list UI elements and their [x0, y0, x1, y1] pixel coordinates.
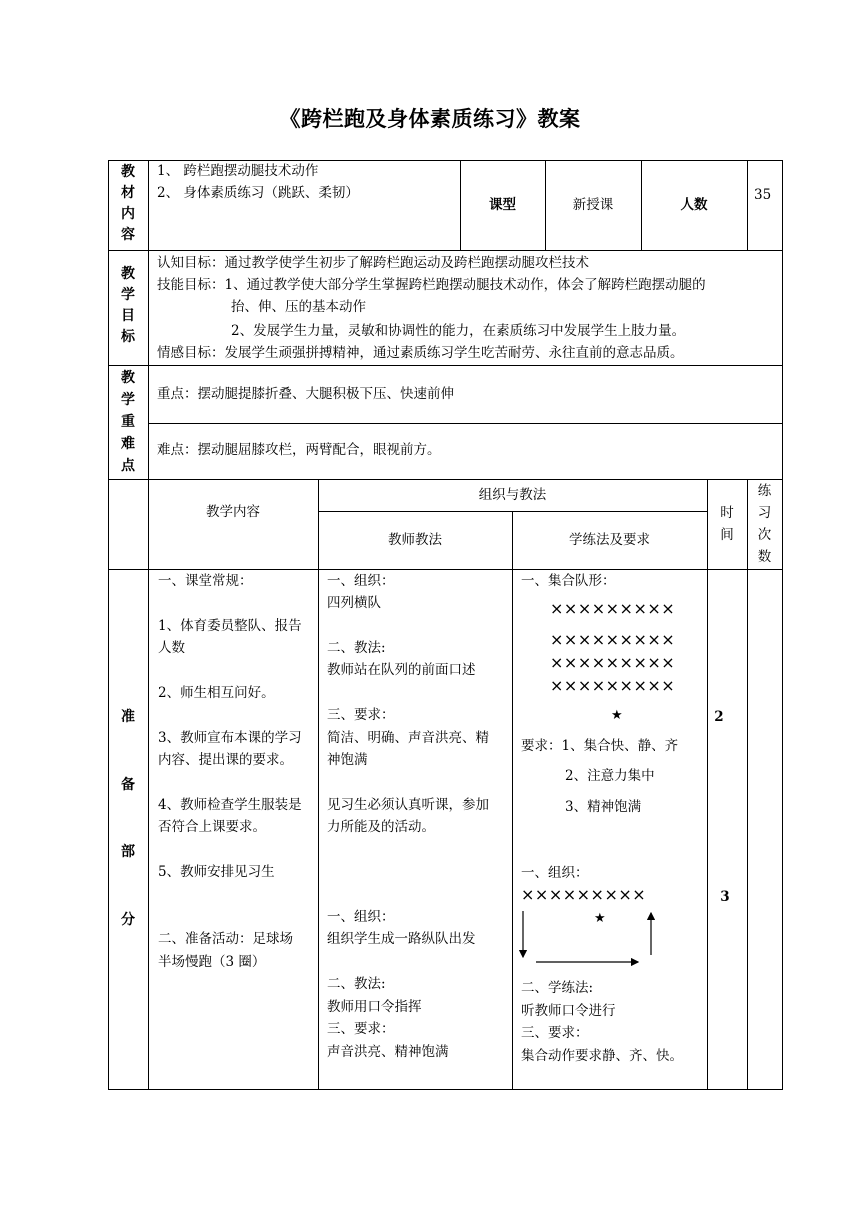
- prep-content-line: 半场慢跑（3 圈）: [158, 954, 266, 970]
- prep-teacher-line: 力所能及的活动。: [327, 819, 435, 835]
- formation-row: ×××××××××: [550, 653, 676, 672]
- prep-content-line: 5、教师安排见习生: [158, 864, 275, 880]
- prep-label-char: 准: [121, 709, 135, 725]
- formation-row: ×××××××××: [550, 599, 676, 618]
- table-rule: [512, 511, 513, 1090]
- prep-teacher-line: 四列横队: [327, 595, 381, 611]
- table-rule: [747, 479, 748, 1090]
- prep-teacher-line: 三、要求：: [327, 1021, 395, 1037]
- prep-content-line: 人数: [158, 640, 185, 656]
- materials-item-1: 1、 跨栏跑摆动腿技术动作: [157, 163, 319, 179]
- prep-content-line: 一、课堂常规：: [158, 573, 253, 589]
- table-border: [782, 160, 783, 1090]
- prep-student-line: 听教师口令进行: [521, 1003, 616, 1019]
- prep-content-line: 1、体育委员整队、报告: [158, 618, 302, 634]
- header-time: 时 间: [720, 505, 734, 543]
- table-rule: [148, 160, 149, 1090]
- goal-affective: 情感目标：发展学生顽强拼搏精神，通过素质练习学生吃苦耐劳、永往直前的意志品质。: [157, 345, 684, 361]
- prep-teacher-line: 声音洪亮、精神饱满: [327, 1044, 449, 1060]
- lesson-type-value: 新授课: [572, 197, 614, 213]
- prep-student-line: 要求：1、集合快、静、齐: [521, 738, 679, 754]
- prep-teacher-line: 一、组织：: [327, 909, 395, 925]
- prep-teacher-line: 组织学生成一路纵队出发: [327, 931, 476, 947]
- prep-teacher-line: 三、要求：: [327, 707, 395, 723]
- goal-cognitive: 认知目标：通过教学使学生初步了解跨栏跑运动及跨栏跑摆动腿攻栏技术: [157, 255, 589, 271]
- goal-skill-1: 技能目标：1、通过教学使大部分学生掌握跨栏跑摆动腿技术动作，体会了解跨栏跑摆动腿的: [157, 277, 706, 293]
- prep-label-char: 部: [121, 844, 135, 860]
- formation-row: ×××××××××: [521, 885, 647, 904]
- prep-student-line: 3、精神饱满: [565, 799, 642, 815]
- prep-teacher-line: 教师用口令指挥: [327, 999, 422, 1015]
- teacher-star-icon: ★: [594, 911, 606, 926]
- prep-teacher-line: 二、教法:: [327, 640, 386, 656]
- prep-teacher-line: 见习生必须认真听课，参加: [327, 797, 489, 813]
- goal-skill-2: 2、发展学生力量，灵敏和协调性的能力，在素质练习中发展学生上肢力量。: [231, 323, 686, 339]
- page-title: 《跨栏跑及身体素质练习》教案: [279, 106, 581, 131]
- difficult-point: 难点：摆动腿屈膝攻栏，两臂配合，眼视前方。: [157, 442, 441, 458]
- table-rule: [707, 479, 708, 1090]
- table-rule: [108, 479, 783, 480]
- table-border: [108, 1089, 783, 1090]
- key-point: 重点：摆动腿提膝折叠、大腿积极下压、快速前伸: [157, 386, 454, 402]
- table-rule: [318, 479, 319, 1090]
- table-rule: [108, 250, 783, 251]
- prep-student-line: 二、学练法:: [521, 980, 594, 996]
- prep-content-line: 二、准备活动：足球场: [158, 931, 293, 947]
- header-teacher-method: 教师教法: [388, 532, 442, 548]
- prep-content-line: 4、教师检查学生服装是: [158, 797, 302, 813]
- prep-student-line: 一、组织：: [521, 865, 589, 881]
- prep-teacher-line: 一、组织：: [327, 573, 395, 589]
- goal-skill-1-cont: 抬、伸、压的基本动作: [231, 299, 366, 315]
- prep-student-line: 一、集合队形：: [521, 573, 616, 589]
- lesson-plan-table: [108, 160, 783, 1090]
- prep-content-line: 2、师生相互问好。: [158, 685, 275, 701]
- teacher-star-icon: ★: [611, 708, 623, 723]
- prep-teacher-line: 神饱满: [327, 752, 368, 768]
- prep-teacher-line: 简洁、明确、声音洪亮、精: [327, 730, 489, 746]
- prep-label-char: 备: [121, 777, 135, 793]
- prep-time-value: 2: [714, 709, 724, 725]
- prep-student-line: 三、要求：: [521, 1025, 589, 1041]
- materials-item-2: 2、 身体素质练习（跳跃、柔韧）: [157, 185, 359, 201]
- formation-row: ×××××××××: [550, 630, 676, 649]
- header-student-method: 学练法及要求: [569, 532, 650, 548]
- prep-teacher-line: 二、教法:: [327, 976, 386, 992]
- lesson-type-label: 课型: [489, 197, 516, 213]
- prep-content-line: 否符合上课要求。: [158, 819, 266, 835]
- header-content: 教学内容: [206, 504, 260, 520]
- prep-content-line: 内容、提出课的要求。: [158, 752, 293, 768]
- table-rule: [747, 160, 748, 250]
- header-organization: 组织与教法: [478, 487, 547, 503]
- prep-student-line: 2、注意力集中: [565, 768, 655, 784]
- goals-label: 教 学 目 标: [121, 266, 135, 345]
- materials-label: 教 材 内 容: [121, 164, 135, 243]
- formation-row: ×××××××××: [550, 676, 676, 695]
- student-count-label: 人数: [680, 197, 708, 213]
- table-rule: [108, 365, 783, 366]
- table-rule: [148, 423, 783, 424]
- prep-content-line: 3、教师宣布本课的学习: [158, 730, 302, 746]
- prep-time-value: 3: [720, 889, 730, 905]
- header-reps: 练 习 次 数: [757, 483, 772, 565]
- prep-student-line: 集合动作要求静、齐、快。: [521, 1048, 683, 1064]
- key-points-label: 教 学 重 难 点: [121, 370, 135, 474]
- running-route-diagram: [518, 905, 663, 967]
- prep-teacher-line: 教师站在队列的前面口述: [327, 662, 476, 678]
- student-count-value: 35: [754, 187, 772, 203]
- prep-label-char: 分: [121, 912, 135, 928]
